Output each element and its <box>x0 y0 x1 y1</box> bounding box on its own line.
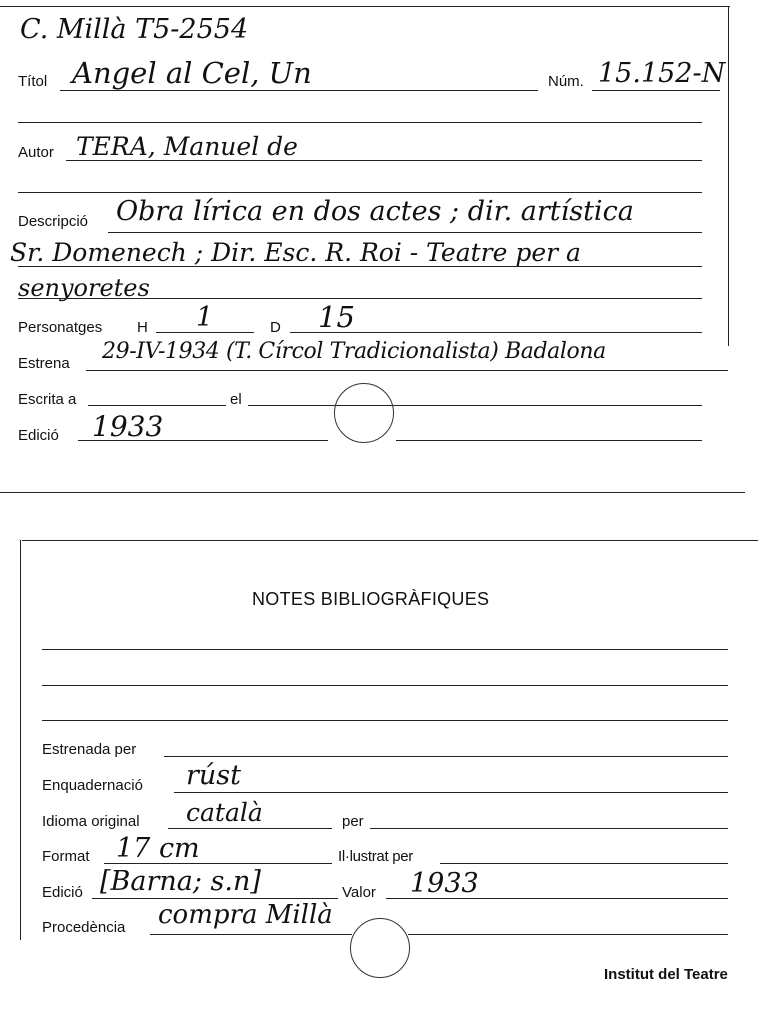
autor-value: TERA, Manuel de <box>76 132 298 161</box>
valor-value: 1933 <box>410 868 479 899</box>
el-underline <box>248 405 702 406</box>
valor-label: Valor <box>342 884 376 901</box>
punch-hole-2 <box>350 918 410 978</box>
num-underline <box>592 90 720 91</box>
card1-bottom-border <box>0 492 745 493</box>
notes-rule-2 <box>42 685 728 686</box>
autor-underline <box>66 160 702 161</box>
idioma-value: català <box>186 798 263 827</box>
titol-label: Títol <box>18 73 48 90</box>
d-underline <box>290 332 702 333</box>
descripcio-underline-3 <box>18 298 702 299</box>
enquadernacio-value: rúst <box>186 760 242 791</box>
descripcio-line-1: Obra lírica en dos actes ; dir. artística <box>116 196 634 227</box>
valor-underline <box>386 898 728 899</box>
notes-heading: NOTES BIBLIOGRÀFIQUES <box>252 589 490 609</box>
illustrat-underline <box>440 863 728 864</box>
el-label: el <box>230 391 242 408</box>
per-underline <box>370 828 728 829</box>
estrena-value: 29-IV-1934 (T. Círcol Tradicionalista) Badalona <box>102 339 606 364</box>
titol-underline <box>60 90 538 91</box>
card2-left-border <box>20 540 21 940</box>
procedencia-label: Procedència <box>42 919 126 936</box>
edicio-value: 1933 <box>92 410 164 443</box>
h-label: H <box>137 319 148 336</box>
notes-rule-3 <box>42 720 728 721</box>
enquadernacio-label: Enquadernació <box>42 777 143 794</box>
format-underline <box>104 863 332 864</box>
estrenada-label: Estrenada per <box>42 741 137 758</box>
num-label: Núm. <box>548 73 584 90</box>
procedencia-underline <box>150 934 352 935</box>
estrena-label: Estrena <box>18 355 70 372</box>
card1-top-border <box>0 6 730 7</box>
institution-name: Institut del Teatre <box>604 966 728 983</box>
estrena-underline <box>86 370 728 371</box>
estrenada-underline <box>164 756 728 757</box>
card1-right-border <box>728 6 729 346</box>
procedencia-underline-right <box>408 934 728 935</box>
edicio-underline-right <box>396 440 702 441</box>
descripcio-underline-2 <box>18 266 702 267</box>
d-value: 15 <box>318 300 355 334</box>
edicio-label: Edició <box>18 427 59 444</box>
autor-label: Autor <box>18 144 54 161</box>
enquadernacio-underline <box>174 792 728 793</box>
descripcio-label: Descripció <box>18 213 89 230</box>
illustrat-label: Il·lustrat per <box>338 848 413 865</box>
edicio2-underline <box>92 898 338 899</box>
escrita-underline <box>88 405 226 406</box>
descripcio-line-2: Sr. Domenech ; Dir. Esc. R. Roi - Teatre per a <box>10 238 581 267</box>
card2-top-border <box>22 540 758 541</box>
catalog-call-number: C. Millà T5-2554 <box>20 14 249 45</box>
punch-hole <box>334 383 394 443</box>
escrita-label: Escrita a <box>18 391 77 408</box>
per-label: per <box>342 813 364 830</box>
titol-value: Angel al Cel, Un <box>72 56 312 90</box>
num-value: 15.152-N <box>598 58 726 89</box>
card1-rule-1 <box>18 122 702 123</box>
h-value: 1 <box>196 302 214 333</box>
d-label: D <box>270 319 281 336</box>
edicio2-label: Edició <box>42 884 83 901</box>
h-underline <box>156 332 254 333</box>
idioma-label: Idioma original <box>42 813 140 830</box>
descripcio-line-3: senyoretes <box>18 274 150 302</box>
personatges-label: Personatges <box>18 319 103 336</box>
descripcio-underline-1 <box>108 232 702 233</box>
edicio2-value: [Barna; s.n] <box>100 866 261 897</box>
idioma-underline <box>168 828 332 829</box>
format-value: 17 cm <box>116 833 200 864</box>
notes-rule-1 <box>42 649 728 650</box>
format-label: Format <box>42 848 90 865</box>
edicio-underline <box>78 440 328 441</box>
card1-rule-2 <box>18 192 702 193</box>
procedencia-value: compra Millà <box>158 900 333 930</box>
